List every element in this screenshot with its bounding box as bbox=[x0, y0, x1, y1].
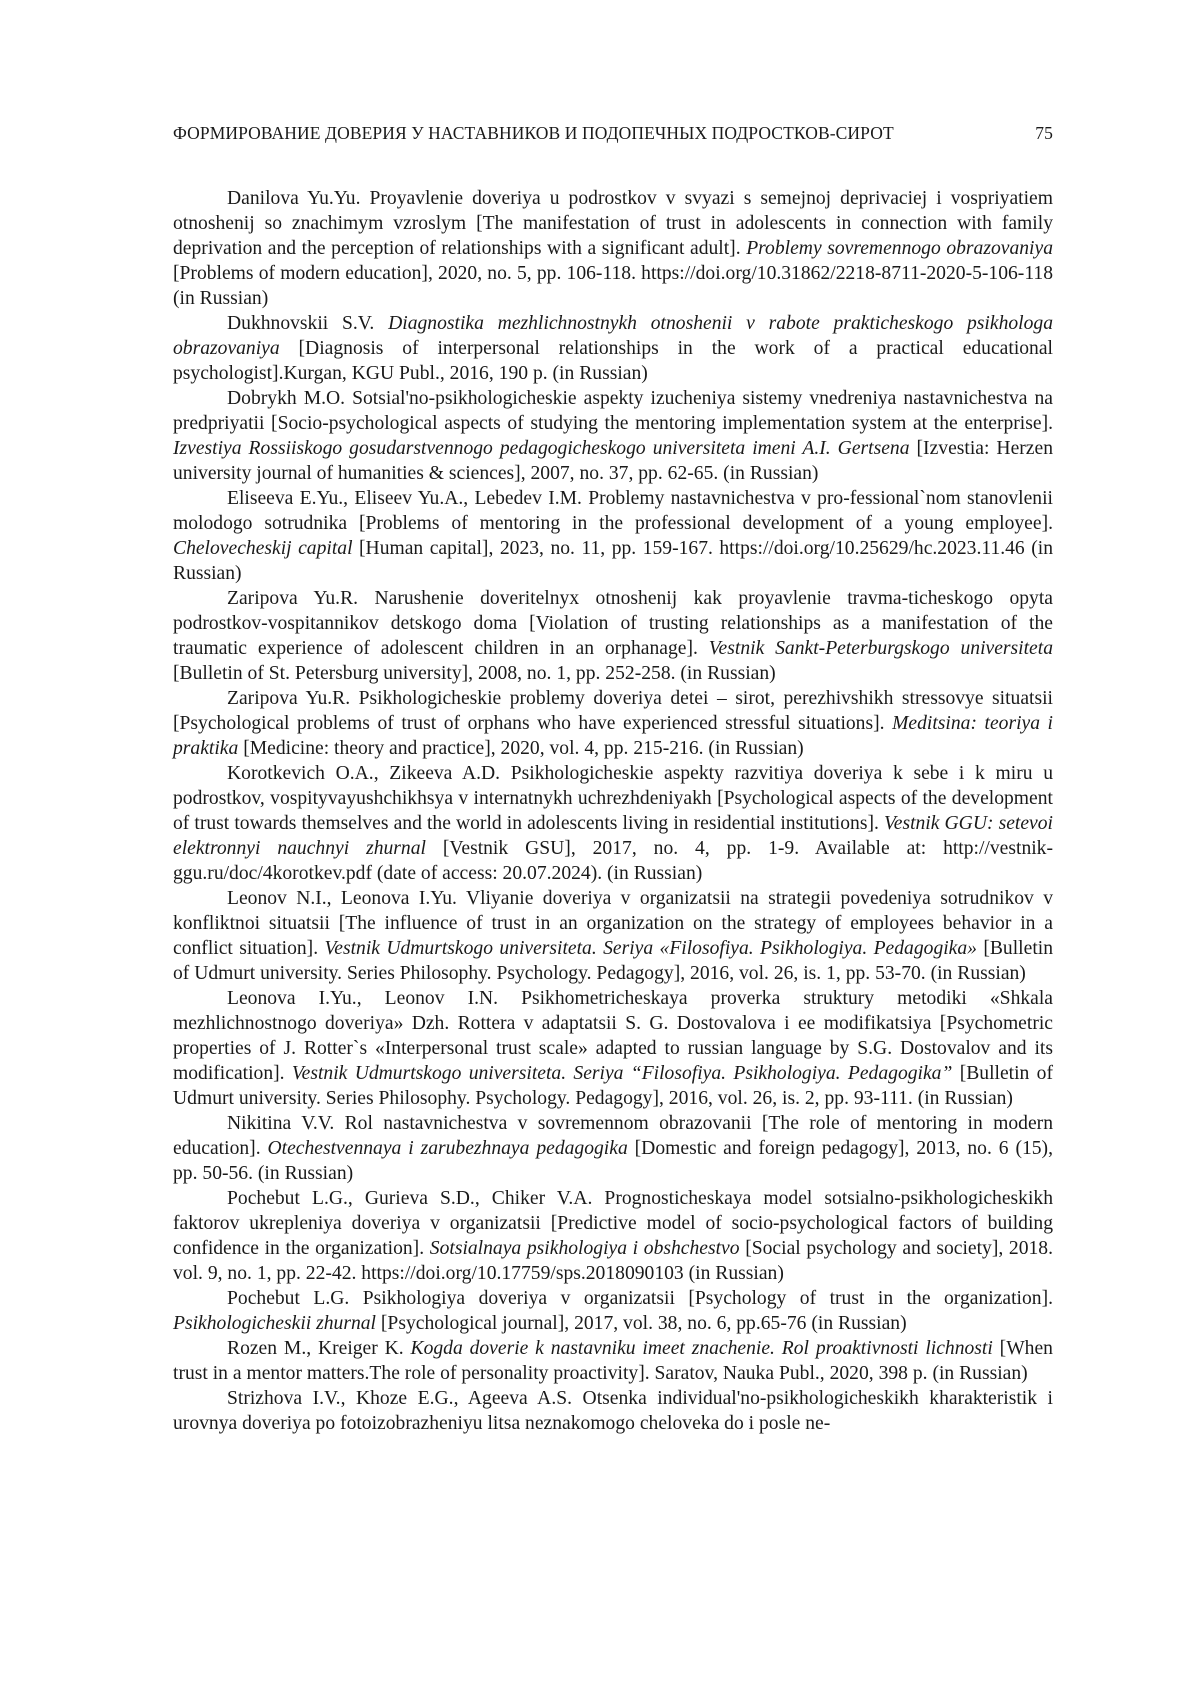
page-number: 75 bbox=[1035, 123, 1053, 143]
reference-entry: Zaripova Yu.R. Psikhologicheskie problemy doveriya detei – sirot, perezhivshikh stressovye situatsii [Psychological problems of trust of orphans who have experienced stressful situations]. Meditsina: teoriya i praktika [Medicine: theory and practice], 2020, vol. 4, pp. 215-216. (in Russian) bbox=[173, 688, 1053, 759]
reference-entry: Korotkevich O.A., Zikeeva A.D. Psikhologicheskie aspekty razvitiya doveriya k sebe i k miru u podrostkov, vospityvayushchikhsya v internatnykh uchrezhdeniyakh [Psychological aspects of the development of trust towards themselves and the world in adolescents living in residential institutions]. Vestnik GGU: setevoi elektronnyi nauchnyi zhurnal [Vestnik GSU], 2017, no. 4, pp. 1-9. Available at: http://vestnik-ggu.ru/doc/4korotkev.pdf (date of access: 20.07.2024). (in Russian) bbox=[173, 763, 1054, 884]
reference-entry: Nikitina V.V. Rol nastavnichestva v sovremennom obrazovanii [The role of mentoring in modern education]. Otechestvennaya i zarubezhnaya pedagogika [Domestic and foreign pedagogy], 2013, no. 6 (15), pp. 50-56. (in Russian) bbox=[173, 1113, 1053, 1184]
reference-entry: Dukhnovskii S.V. Diagnostika mezhlichnostnykh otnoshenii v rabote prakticheskogo psikhologa obrazovaniya [Diagnosis of interpersonal relationships in the work of a practical educational psychologist].Kurgan, KGU Publ., 2016, 190 p. (in Russian) bbox=[173, 313, 1053, 384]
running-title: ФОРМИРОВАНИЕ ДОВЕРИЯ У НАСТАВНИКОВ И ПОДОПЕЧНЫХ ПОДРОСТКОВ-СИРОТ bbox=[173, 123, 894, 143]
reference-entry: Leonov N.I., Leonova I.Yu. Vliyanie doveriya v organizatsii na strategii povedeniya sotrudnikov v konfliktnoi situatsii [The influence of trust in an organization on the strategy of employees behavior in a conflict situation]. Vestnik Udmurtskogo universiteta. Seriya «Filosofiya. Psikhologiya. Pedagogika» [Bulletin of Udmurt university. Series Philosophy. Psychology. Pedagogy], 2016, vol. 26, is. 1, pp. 53-70. (in Russian) bbox=[173, 888, 1053, 984]
reference-entry: Rozen M., Kreiger K. Kogda doverie k nastavniku imeet znachenie. Rol proaktivnosti lichnosti [When trust in a mentor matters.The role of personality proactivity]. Saratov, Nauka Publ., 2020, 398 p. (in Russian) bbox=[173, 1338, 1053, 1384]
reference-entry: Pochebut L.G. Psikhologiya doveriya v organizatsii [Psychology of trust in the organization]. Psikhologicheskii zhurnal [Psychological journal], 2017, vol. 38, no. 6, pp.65-76 (in Russian) bbox=[173, 1288, 1053, 1334]
reference-entry: Strizhova I.V., Khoze E.G., Ageeva A.S. Otsenka individual'no-psikhologicheskikh kharakteristik i urovnya doveriya po fotoizobrazheniyu litsa neznakomogo cheloveka do i posle ne- bbox=[173, 1388, 1053, 1434]
running-header bbox=[173, 123, 1053, 144]
reference-entry: Danilova Yu.Yu. Proyavlenie doveriya u podrostkov v svyazi s semejnoj deprivaciej i vospriyatiem otnoshenij so znachimym vzroslym [The manifestation of trust in adolescents in connection with family deprivation and the perception of relationships with a significant adult]. Problemy sovremennogo obrazovaniya [Problems of modern education], 2020, no. 5, pp. 106-118. https://doi.org/10.31862/2218-8711-2020-5-106-118 (in Russian) bbox=[173, 188, 1053, 309]
reference-entry: Leonova I.Yu., Leonov I.N. Psikhometricheskaya proverka struktury metodiki «Shkala mezhlichnostnogo doveriya» Dzh. Rottera v adaptatsii S. G. Dostovalova i ee modifikatsiya [Psychometric properties of J. Rotter`s «Interpersonal trust scale» adapted to russian language by S.G. Dostovalov and its modification]. Vestnik Udmurtskogo universiteta. Seriya “Filosofiya. Psikhologiya. Pedagogika” [Bulletin of Udmurt university. Series Philosophy. Psychology. Pedagogy], 2016, vol. 26, is. 2, pp. 93-111. (in Russian) bbox=[173, 988, 1053, 1109]
reference-entry: Eliseeva E.Yu., Eliseev Yu.A., Lebedev I.M. Problemy nastavnichestva v pro-fessional`nom stanovlenii molodogo sotrudnika [Problems of mentoring in the professional development of a young employee]. Chelovecheskij capital [Human capital], 2023, no. 11, pp. 159-167. https://doi.org/10.25629/hc.2023.11.46 (in Russian) bbox=[173, 488, 1053, 584]
reference-entry: Zaripova Yu.R. Narushenie doveritelnyx otnoshenij kak proyavlenie travma-ticheskogo opyta podrostkov-vospitannikov detskogo doma [Violation of trusting relationships as a manifestation of the traumatic experience of adolescent children in an orphanage]. Vestnik Sankt-Peterburgskogo universiteta [Bulletin of St. Petersburg university], 2008, no. 1, pp. 252-258. (in Russian) bbox=[173, 588, 1053, 684]
reference-list bbox=[173, 186, 1053, 1436]
reference-entry: Dobrykh M.O. Sotsial'no-psikhologicheskie aspekty izucheniya sistemy vnedreniya nastavnichestva na predpriyatii [Socio-psychological aspects of studying the mentoring implementation system at the enterprise]. Izvestiya Rossiiskogo gosudarstvennogo pedagogicheskogo universiteta imeni A.I. Gertsena [Izvestia: Herzen university journal of humanities & sciences], 2007, no. 37, pp. 62-65. (in Russian) bbox=[173, 388, 1053, 484]
reference-entry: Pochebut L.G., Gurieva S.D., Chiker V.A. Prognosticheskaya model sotsialno-psikhologicheskikh faktorov ukrepleniya doveriya v organizatsii [Predictive model of socio-psychological factors of building confidence in the organization]. Sotsialnaya psikhologiya i obshchestvo [Social psychology and society], 2018. vol. 9, no. 1, pp. 22-42. https://doi.org/10.17759/sps.2018090103 (in Russian) bbox=[173, 1188, 1053, 1284]
